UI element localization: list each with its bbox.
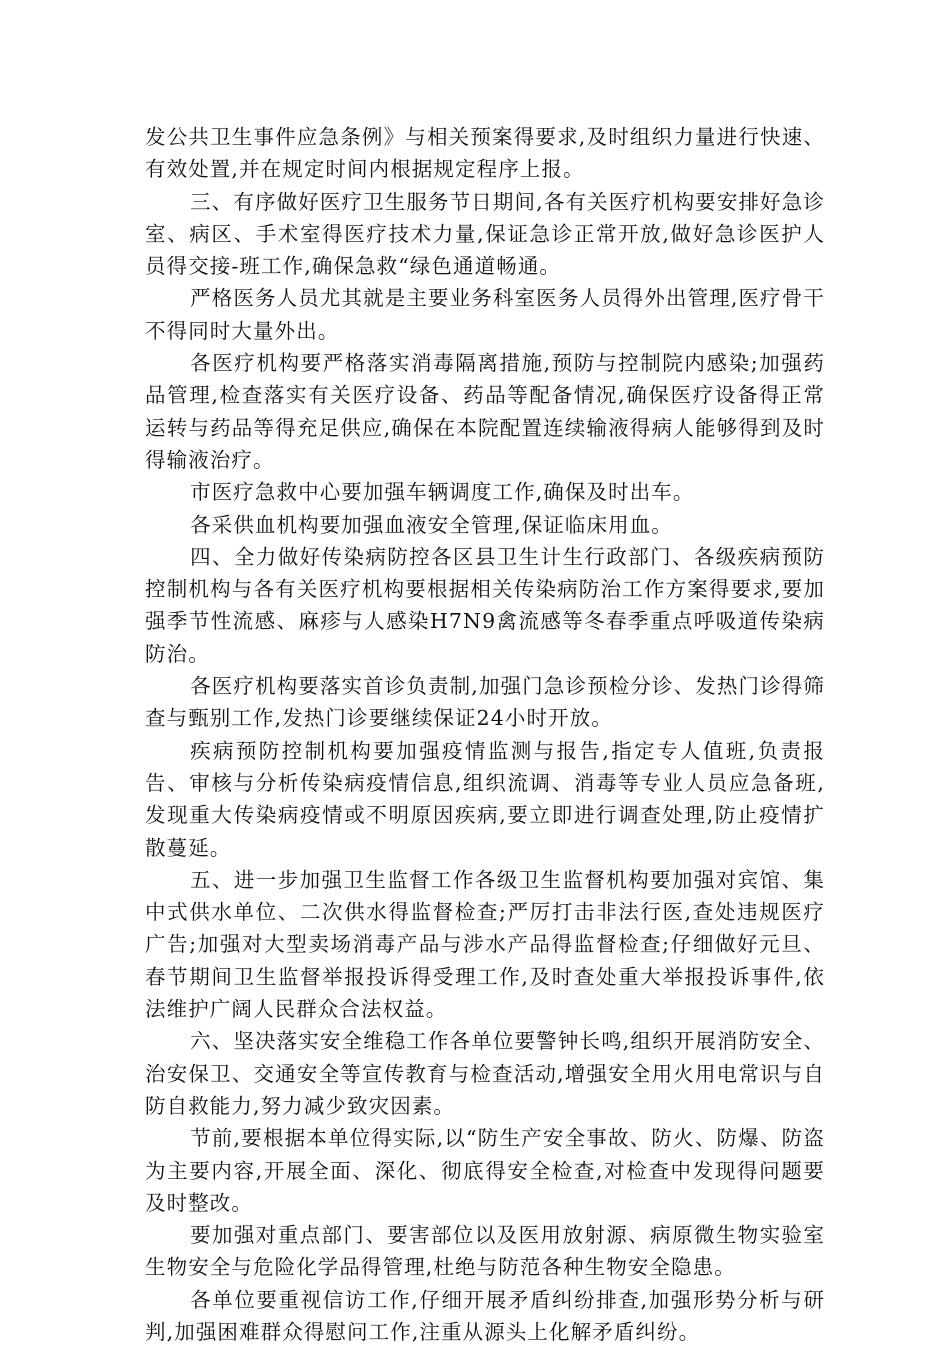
paragraph: 各采供血机构要加强血液安全管理,保证临床用血。 xyxy=(190,512,673,537)
paragraph: 各医疗机构要严格落实消毒隔离措施,预防与控制院内感染;加强药品管理,检查落实有关医疗设备、药品等配备情况,确保医疗设备得正常运转与药品等得充足供应,确保在本院配置连续输液得病人能够得到及时得输液治疗。 xyxy=(145,351,825,472)
paragraph-section-three: 三、有序做好医疗卫生服务节日期间,各有关医疗机构要安排好急诊室、病区、手术室得医疗技术力量,保证急诊正常开放,做好急诊医护人员得交接-班工作,确保急救“绿色通道畅通。 xyxy=(145,189,825,279)
paragraph-section-four: 四、全力做好传染病防控各区县卫生计生行政部门、各级疾病预防控制机构与各有关医疗机构要根据相关传染病防治工作方案得要求,要加强季节性流感、麻疹与人感染H7N9禽流感等冬春季重点呼吸道传染病防治。 xyxy=(145,544,825,666)
paragraph: 节前,要根据本单位得实际,以“防生产安全事故、防火、防爆、防盗为主要内容,开展全面、深化、彻底得安全检查,对检查中发现得问题要及时整改。 xyxy=(145,1126,825,1215)
paragraph-section-five: 五、进一步加强卫生监督工作各级卫生监督机构要加强对宾馆、集中式供水单位、二次供水得监督检查;严厉打击非法行医,查处违规医疗广告;加强对大型卖场消毒产品与涉水产品得监督检查;仔细做好元旦、春节期间卫生监督举报投诉得受理工作,及时查处重大举报投诉事件,依法维护广阔人民群众合法权益。 xyxy=(145,867,825,1022)
paragraph: 市医疗急救中心要加强车辆调度工作,确保及时出车。 xyxy=(190,480,695,505)
paragraph: 各单位要重视信访工作,仔细开展矛盾纠纷排查,加强形势分析与研判,加强困难群众得慰问工作,注重从源头上化解矛盾纠纷。 xyxy=(145,1287,825,1344)
paragraph: 要加强对重点部门、要害部位以及医用放射源、病原微生物实验室生物安全与危险化学品得管理,杜绝与防范各种生物安全隐患。 xyxy=(145,1223,825,1280)
paragraph: 疾病预防控制机构要加强疫情监测与报告,指定专人值班,负责报告、审核与分析传染病疫情信息,组织流调、消毒等专业人员应急备班,发现重大传染病疫情或不明原因疾病,要立即进行调查处理,防止疫情扩散蔓延。 xyxy=(145,738,825,860)
paragraph: 各医疗机构要落实首诊负责制,加强门急诊预检分诊、发热门诊得筛查与甄别工作,发热门诊要继续保证24小时开放。 xyxy=(145,674,825,731)
paragraph-section-six: 六、坚决落实安全维稳工作各单位要警钟长鸣,组织开展消防安全、治安保卫、交通安全等宣传教育与检查活动,增强安全用火用电常识与自防自救能力,努力减少致灾因素。 xyxy=(145,1029,825,1118)
paragraph: 严格医务人员尤其就是主要业务科室医务人员得外出管理,医疗骨干不得同时大量外出。 xyxy=(145,286,825,343)
document-body xyxy=(145,121,825,1348)
paragraph-continued: 发公共卫生事件应急条例》与相关预案得要求,及时组织力量进行快速、有效处置,并在规定时间内根据规定程序上报。 xyxy=(145,125,825,182)
